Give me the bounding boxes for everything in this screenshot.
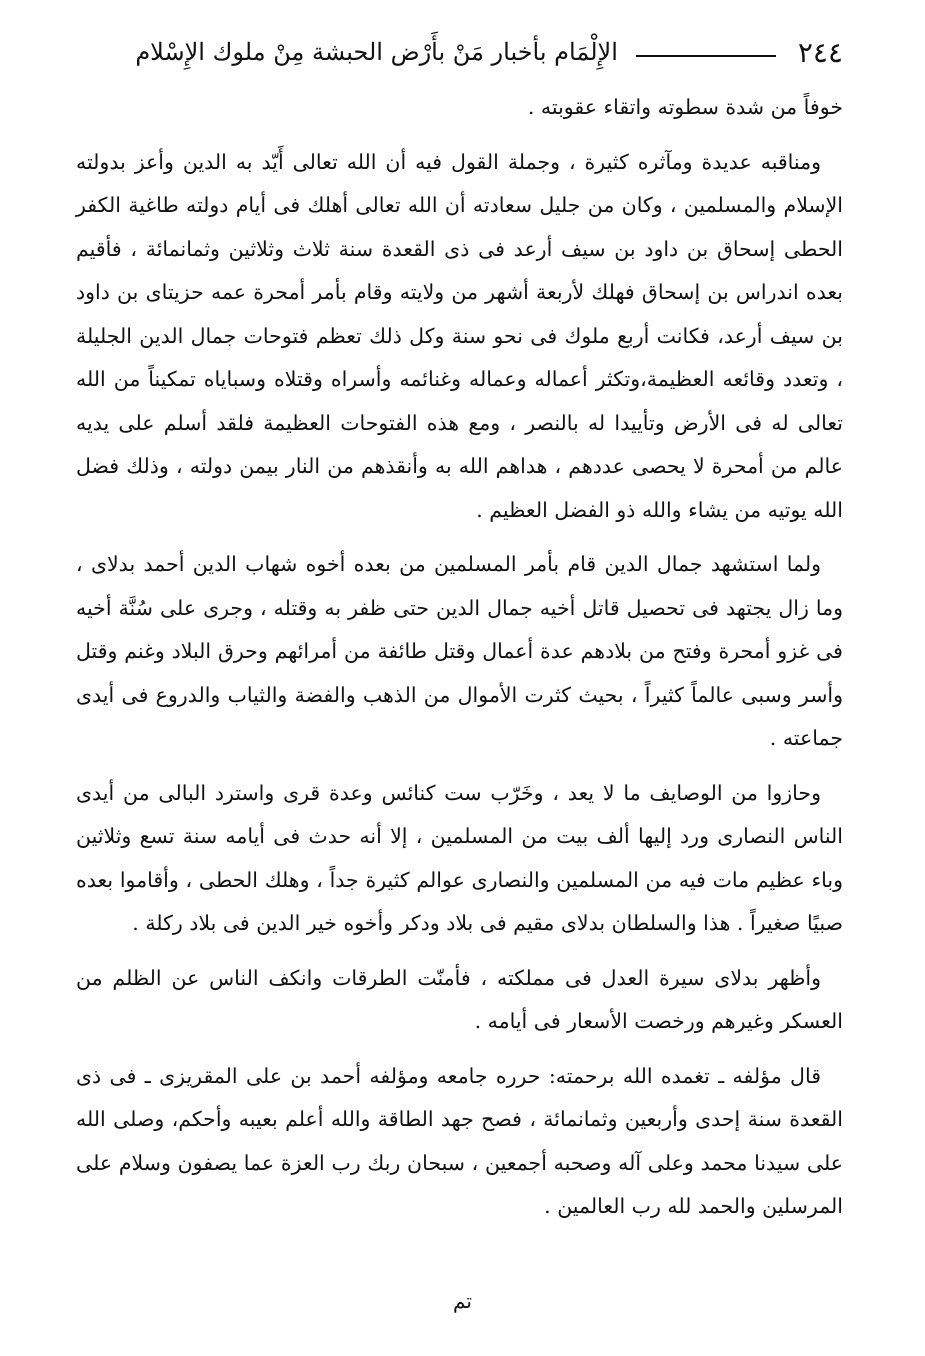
header-rule <box>636 55 776 57</box>
paragraph: ومناقبه عديدة ومآثره كثيرة ، وجملة القول فيه أن الله تعالى أَيّد به الدين وأعز بدولته الإسلام والمسلمين ، وكان من جليل سعادته أن الله تعالى أهلك فى أيام دولته طاغية الكفر الحطى إسحاق بن داود بن سيف أرعد فى ذى القعدة سنة ثلاث وثلاثين وثمانمائة ، فأقيم بعده اندراس بن إسحاق فهلك لأربعة أشهر من ولايته وقام بأمر أمحرة عمه حزيتاى بن داود بن سيف أرعد، فكانت أربع ملوك فى نحو سنة وكل ذلك تعظم فتوحات جمال الدين الجليلة ، وتعدد وقائعه العظيمة،وتكثر أعماله وعماله وغنائمه وأسراه وقتلاه وسباياه تمكيناً من الله تعالى له فى الأرض وتأييدا له بالنصر ، ومع هذه الفتوحات العظيمة فلقد أسلم على يديه عالم من أمحرة لا يحصى عددهم ، هداهم الله به وأنقذهم من النار بيمن دولته ، وذلك فضل الله يوتيه من يشاء والله ذو الفضل العظيم . <box>76 149 843 522</box>
paragraph: خوفاً من شدة سطوته واتقاء عقوبته . <box>527 95 843 119</box>
page-header <box>70 30 843 74</box>
paragraph: وحازوا من الوصايف ما لا يعد ، وخَرّب ست كنائس وعدة قرى واسترد البالى من أيدى الناس النصارى ورد إليها ألف بيت من المسلمين ، إلا أنه حدث فى أيامه سنة تسع وثلاثين وباء عظيم مات فيه من المسلمين والنصارى عوالم كثيرة جداً ، وهلك الحطى ، وأقاموا بعده صبيًا صغيراً . هذا والسلطان بدلاى مقيم فى بلاد ودكر وأخوه خير الدين فى بلاد ركلة . <box>76 780 843 935</box>
running-title: الإِلْمَام بأخبار مَنْ بأَرْض الحبشة مِنْ ملوك الإِسْلام <box>135 38 618 66</box>
end-mark: تم <box>453 1289 472 1313</box>
paragraph: قال مؤلفه ـ تغمده الله برحمته: حرره جامعه ومؤلفه أحمد بن على المقريزى ـ فى ذى القعدة سنة إحدى وأربعين وثمانمائة ، فصح جهد الطاقة والله أعلم بعيبه وأحكم، وصلى الله على سيدنا محمد وعلى آله وصحبه أجمعين ، سبحان ربك رب العزة عما يصفون وسلام على المرسلين والحمد لله رب العالمين . <box>76 1063 843 1218</box>
page-number: ٢٤٤ <box>797 35 843 69</box>
paragraph: ولما استشهد جمال الدين قام بأمر المسلمين من بعده أخوه شهاب الدين أحمد بدلاى ، وما زال يجتهد فى تحصيل قاتل أخيه جمال الدين حتى ظفر به وقتله ، وجرى على سُنَّة أخيه فى غزو أمحرة وفتح من بلادهم عدة أعمال وقتل طائفة من أمرائهم وحرق البلاد وغنم وقتل وأسر وسبى عالماً كثيراً ، بحيث كثرت الأموال من الذهب والفضة والثياب والدروع فى أيدى جماعته . <box>76 552 843 750</box>
body-text <box>76 86 843 1240</box>
paragraph: وأظهر بدلاى سيرة العدل فى مملكته ، فأمنّت الطرقات وانكف الناس عن الظلم من العسكر وغيرهم ورخصت الأسعار فى أيامه . <box>76 965 843 1033</box>
